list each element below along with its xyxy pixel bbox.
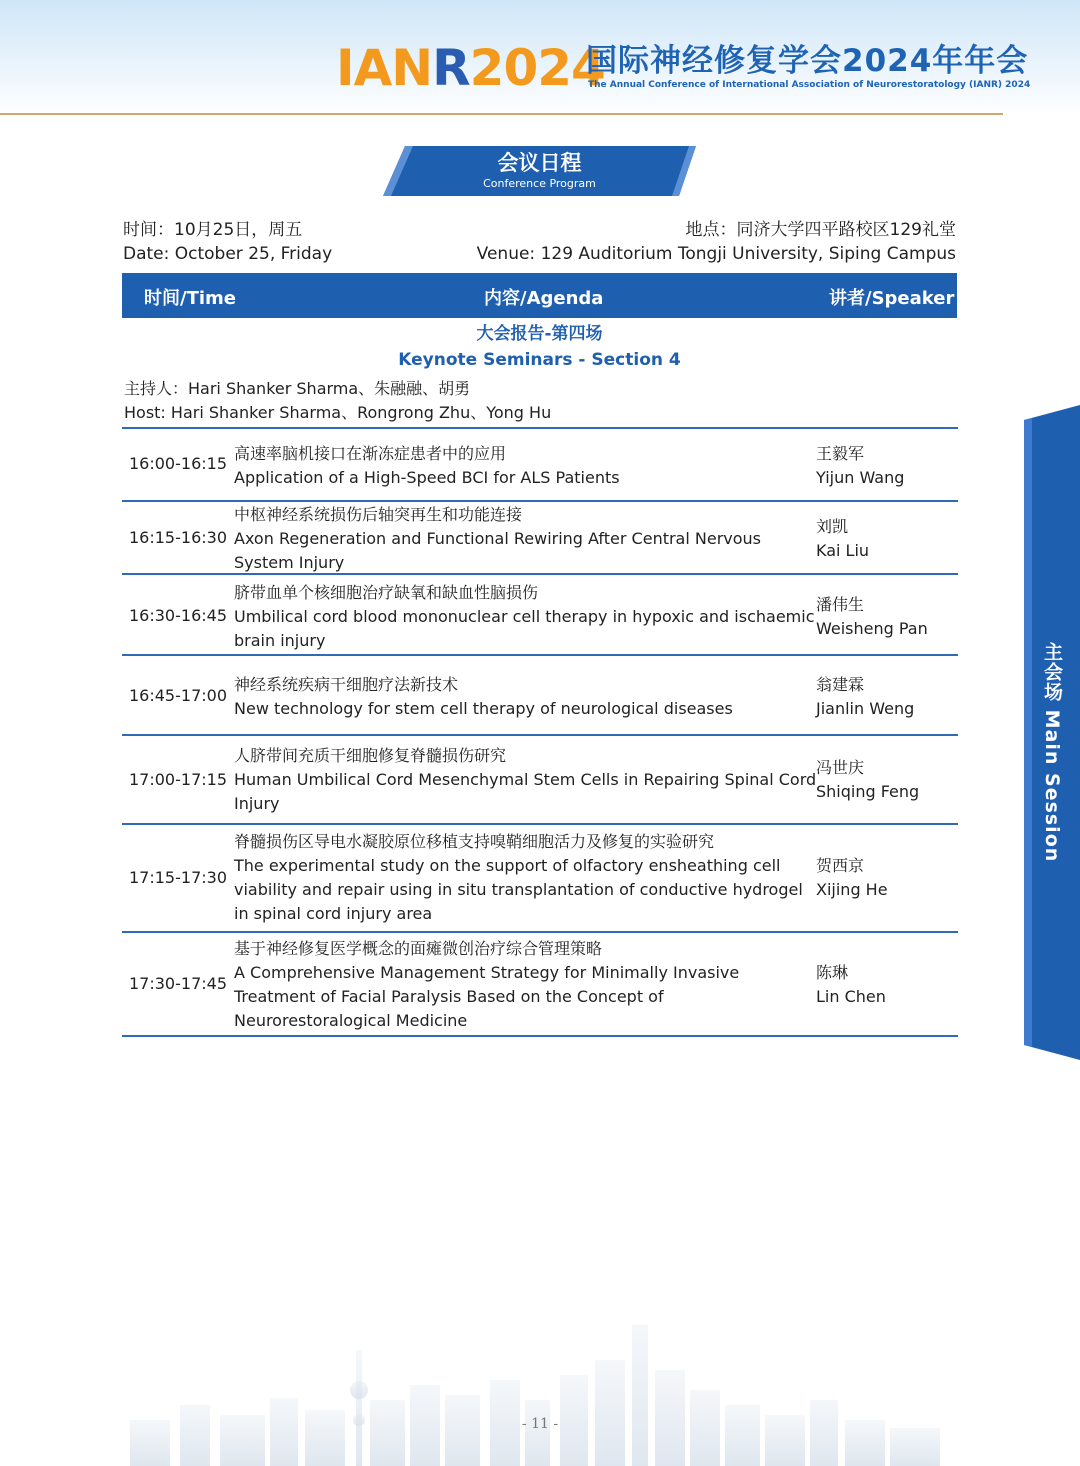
agenda-title-cn: 脐带血单个核细胞治疗缺氧和缺血性脑损伤 [234,583,539,602]
agenda-title-cn: 基于神经修复医学概念的面瘫微创治疗综合管理策略 [234,939,603,958]
row-agenda [234,937,814,1033]
section-title-cn: 大会报告-第四场 [476,324,603,344]
page-number: - 11 - [521,1416,559,1432]
row-agenda [234,503,814,575]
agenda-title-en: Axon Regeneration and Functional Rewiring After Central Nervous [234,529,762,548]
speaker-cn: 王毅军 [816,444,865,463]
session-hosts [124,377,551,425]
speaker-cn: 陈琳 [816,963,849,982]
row-agenda [234,673,814,721]
row-time: 17:30-17:45 [129,974,227,993]
agenda-title-cn: 中枢神经系统损伤后轴突再生和功能连接 [234,505,523,524]
row-speaker [816,593,928,641]
speaker-cn: 翁建霖 [816,675,865,694]
speaker-en: Lin Chen [816,987,886,1006]
agenda-title-cn: 高速率脑机接口在渐冻症患者中的应用 [234,444,507,463]
section-title-en: Keynote Seminars - Section 4 [398,350,681,370]
agenda-title-en: Treatment of Facial Paralysis Based on the Concept of [234,987,664,1006]
row-agenda [234,744,817,816]
date-en: Date: October 25, Friday [123,244,333,264]
speaker-en: Xijing He [816,880,888,899]
logo-text-ian: IAN [336,39,433,97]
row-agenda [234,830,814,926]
row-time: 16:45-17:00 [129,686,227,705]
logo-text-r: R [432,39,470,97]
row-speaker [816,442,904,490]
table-row [122,500,958,575]
row-speaker [816,854,888,902]
row-time: 16:30-16:45 [129,606,227,625]
agenda-title-en: viability and repair using in situ transplantation of conductive hydrogel [234,880,803,899]
agenda-title-cn: 人脐带间充质干细胞修复脊髓损伤研究 [234,746,507,765]
speaker-en: Yijun Wang [816,468,905,487]
speaker-en: Weisheng Pan [816,619,928,638]
row-time: 17:15-17:30 [129,868,227,887]
row-speaker [816,756,919,804]
column-header-agenda: 内容/Agenda [484,288,604,309]
row-time: 16:15-16:30 [129,528,227,547]
agenda-title-en: in spinal cord injury area [234,904,433,923]
agenda-title-en: Human Umbilical Cord Mesenchymal Stem Cells in Repairing Spinal Cord [234,770,817,789]
table-row [122,654,958,735]
schedule-table-header [122,273,957,318]
side-tab-label: 主会场 Main Session [1041,642,1063,863]
agenda-title-en: A Comprehensive Management Strategy for Minimally Invasive [234,963,740,982]
speaker-cn: 冯世庆 [816,758,865,777]
host-en: Host: Hari Shanker Sharma、Rongrong Zhu、Yong Hu [124,403,552,422]
ianr-logo [336,40,605,96]
venue-cn: 地点：同济大学四平路校区129礼堂 [685,220,956,240]
table-row [122,573,958,656]
speaker-en: Shiqing Feng [816,782,920,801]
row-speaker [816,961,886,1009]
speaker-cn: 刘凯 [816,517,849,536]
date-cn: 时间：10月25日，周五 [123,220,303,240]
column-header-speaker: 讲者/Speaker [829,288,955,309]
table-row [122,823,958,932]
speaker-cn: 潘伟生 [816,595,865,614]
agenda-title-en: New technology for stem cell therapy of neurological diseases [234,699,733,718]
header-divider [0,113,1003,115]
agenda-title-en: Umbilical cord blood mononuclear cell therapy in hypoxic and ischaemic [234,607,815,626]
venue-info [477,218,956,266]
agenda-title-en: Injury [234,794,280,813]
conference-title-en: The Annual Conference of International Association of Neurorestoratology (IANR) 2024 [588,80,1031,90]
agenda-title-en: Neurorestoralogical Medicine [234,1011,468,1030]
date-info [123,218,332,266]
program-banner [383,146,696,196]
conference-title-cn: 国际神经修复学会2024年年会 [586,43,1029,79]
column-header-time: 时间/Time [144,288,236,309]
speaker-cn: 贺西京 [816,856,865,875]
table-row [122,931,958,1037]
row-agenda [234,442,814,490]
row-speaker [816,673,914,721]
agenda-title-en: The experimental study on the support of olfactory ensheathing cell [234,856,781,875]
speaker-en: Kai Liu [816,541,870,560]
speaker-en: Jianlin Weng [816,699,915,718]
table-row [122,427,958,501]
city-skyline-illustration [0,1300,1080,1466]
program-title-en: Conference Program [483,177,596,190]
venue-en: Venue: 129 Auditorium Tongji University, Siping Campus [476,244,956,264]
host-cn: 主持人：Hari Shanker Sharma、朱融融、胡勇 [124,379,471,398]
logo-text-year: 2024 [469,39,605,97]
row-agenda [234,581,814,653]
table-row [122,734,958,824]
program-title-cn: 会议日程 [497,151,582,175]
agenda-title-en: Application of a High-Speed BCI for ALS Patients [234,468,620,487]
row-time: 16:00-16:15 [129,454,227,473]
row-time: 17:00-17:15 [129,770,227,789]
agenda-title-cn: 神经系统疾病干细胞疗法新技术 [234,675,459,694]
agenda-title-cn: 脊髓损伤区导电水凝胶原位移植支持嗅鞘细胞活力及修复的实验研究 [234,832,715,851]
agenda-title-en: System Injury [234,553,345,572]
agenda-title-en: brain injury [234,631,326,650]
row-speaker [816,515,869,563]
